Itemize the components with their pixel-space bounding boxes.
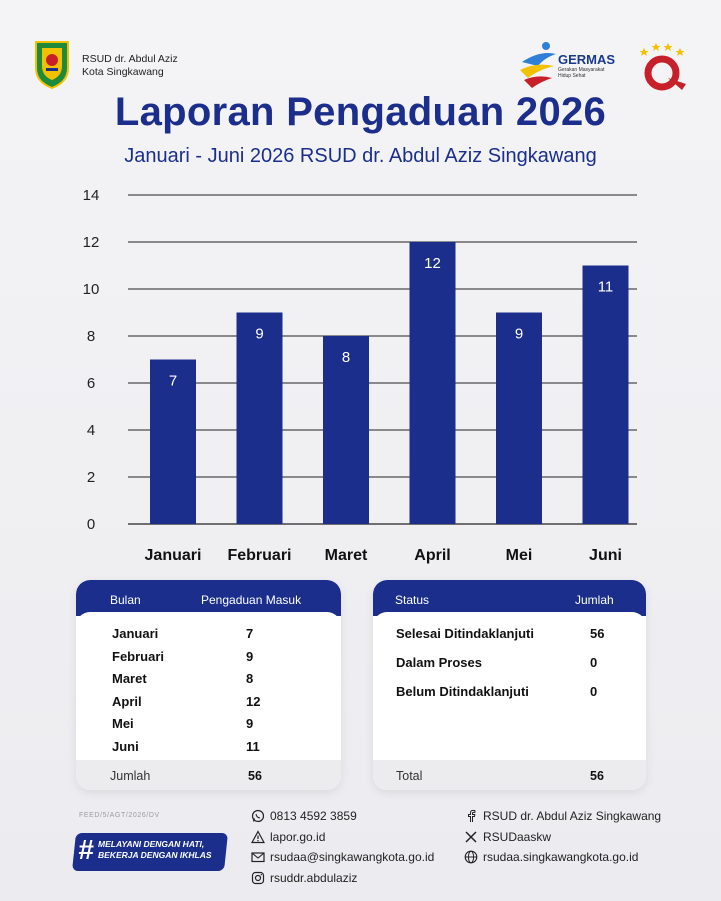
bar-value-label: 9 [255,325,264,343]
total-label: Jumlah [110,769,151,783]
y-tick-label: 6 [86,375,96,392]
city-emblem-icon [33,38,71,90]
table-cell-month: April [112,693,142,709]
total-label: Total [396,769,423,783]
hashtag-icon: # [78,834,94,865]
motto-line1: MELAYANI DENGAN HATI, [98,839,205,849]
y-tick-label: 2 [86,469,96,486]
x-tick-label: Juni [589,547,622,564]
table-cell-count: 11 [246,738,260,754]
bar-value-label: 12 [424,255,441,272]
contact-item[interactable] [464,809,661,823]
page-subtitle: Januari - Juni 2026 RSUD dr. Abdul Aziz Singkawang [124,145,597,167]
x-tick-label: Maret [324,547,368,564]
instagram-icon [251,871,265,885]
contact-item[interactable] [464,830,551,844]
motto-text [98,839,212,861]
bar-value-label: 9 [514,325,524,343]
organization-name [82,53,178,79]
total-value: 56 [248,769,262,783]
table-header [373,580,646,616]
germas-sub-line2: Hidup Sehat [558,73,586,79]
y-tick-label: 12 [82,234,100,251]
table-footer [76,760,341,790]
table-cell-count: 9 [246,648,254,664]
header-bulan: Bulan [110,593,141,607]
contact-text: RSUDaaskw [483,829,552,844]
table-cell-status: Selesai Ditindaklanjuti [396,626,534,641]
table-cell-count: 12 [246,693,261,709]
contact-text: lapor.go.id [270,829,326,844]
table-cell-count: 0 [590,684,598,699]
page-title: Laporan Pengaduan 2026 [114,90,607,134]
bar-value-label: 8 [341,349,351,366]
bar [496,313,542,525]
contact-item[interactable] [251,850,434,864]
germas-subtitle [558,67,618,79]
x-icon [464,830,478,844]
header [0,0,721,100]
contact-item[interactable] [464,850,638,864]
table-cell-month: Juni [112,738,139,754]
germas-title: GERMAS [558,52,616,67]
contact-text: rsuddr.abdulaziz [270,870,358,885]
y-tick-label: 4 [86,422,96,439]
contact-item[interactable] [251,871,357,885]
header-jumlah: Jumlah [575,593,614,607]
table-cell-month: Februari [112,648,165,664]
total-value: 56 [590,769,604,783]
table-cell-count: 9 [246,716,254,731]
bar [410,242,456,524]
contact-item[interactable] [251,809,357,823]
table-cell-count: 0 [590,655,598,670]
contact-text: RSUD dr. Abdul Aziz Singkawang [483,809,662,823]
y-tick-label: 14 [82,187,100,204]
table-cell-count: 8 [246,671,254,686]
bar-value-label: 7 [168,372,178,390]
table-cell-month: Januari [112,626,159,641]
globe-icon [464,850,478,864]
facebook-icon [464,809,478,823]
table-cell-status: Belum Ditindaklanjuti [396,684,529,699]
bar-value-label: 11 [597,278,614,296]
mail-icon [251,850,265,864]
table-cell-count: 56 [590,626,605,641]
germas-sub-line1: Gerakan Masyarakat [558,67,605,73]
org-name-line2: Kota Singkawang [82,66,164,78]
quality-badge-icon [638,40,690,92]
bar-chart [0,180,721,570]
table-body [373,612,646,758]
contact-text: rsudaa@singkawangkota.go.id [270,850,435,864]
x-tick-label: Januari [144,547,202,564]
table-header [76,580,341,616]
table-body [76,612,341,758]
status-table [373,580,646,790]
contact-item[interactable] [251,830,325,844]
whatsapp-icon [251,809,265,823]
bar [237,313,283,525]
y-tick-label: 0 [86,516,96,533]
org-name-line1: RSUD dr. Abdul Aziz [82,53,178,65]
contact-text: rsudaa.singkawangkota.go.id [483,850,639,864]
table-cell-month: Maret [112,671,147,686]
bar [583,266,629,525]
document-reference: FEED/5/AGT/2026/DV [79,812,160,819]
header-pengaduan-masuk: Pengaduan Masuk [201,593,302,607]
y-tick-label: 8 [86,328,96,345]
contact-text: 0813 4592 3859 [270,809,357,823]
table-cell-status: Dalam Proses [396,655,482,670]
table-footer [373,760,646,790]
monthly-complaints-table [76,580,341,790]
table-cell-count: 7 [246,626,254,641]
warning-triangle-icon [251,830,265,844]
table-cell-month: Mei [112,716,134,731]
header-status: Status [395,593,430,607]
y-tick-label: 10 [82,281,100,298]
x-tick-label: Mei [505,547,533,564]
x-tick-label: Februari [227,547,292,564]
x-tick-label: April [414,547,451,564]
motto-line2: BEKERJA DENGAN IKHLAS [98,850,212,860]
